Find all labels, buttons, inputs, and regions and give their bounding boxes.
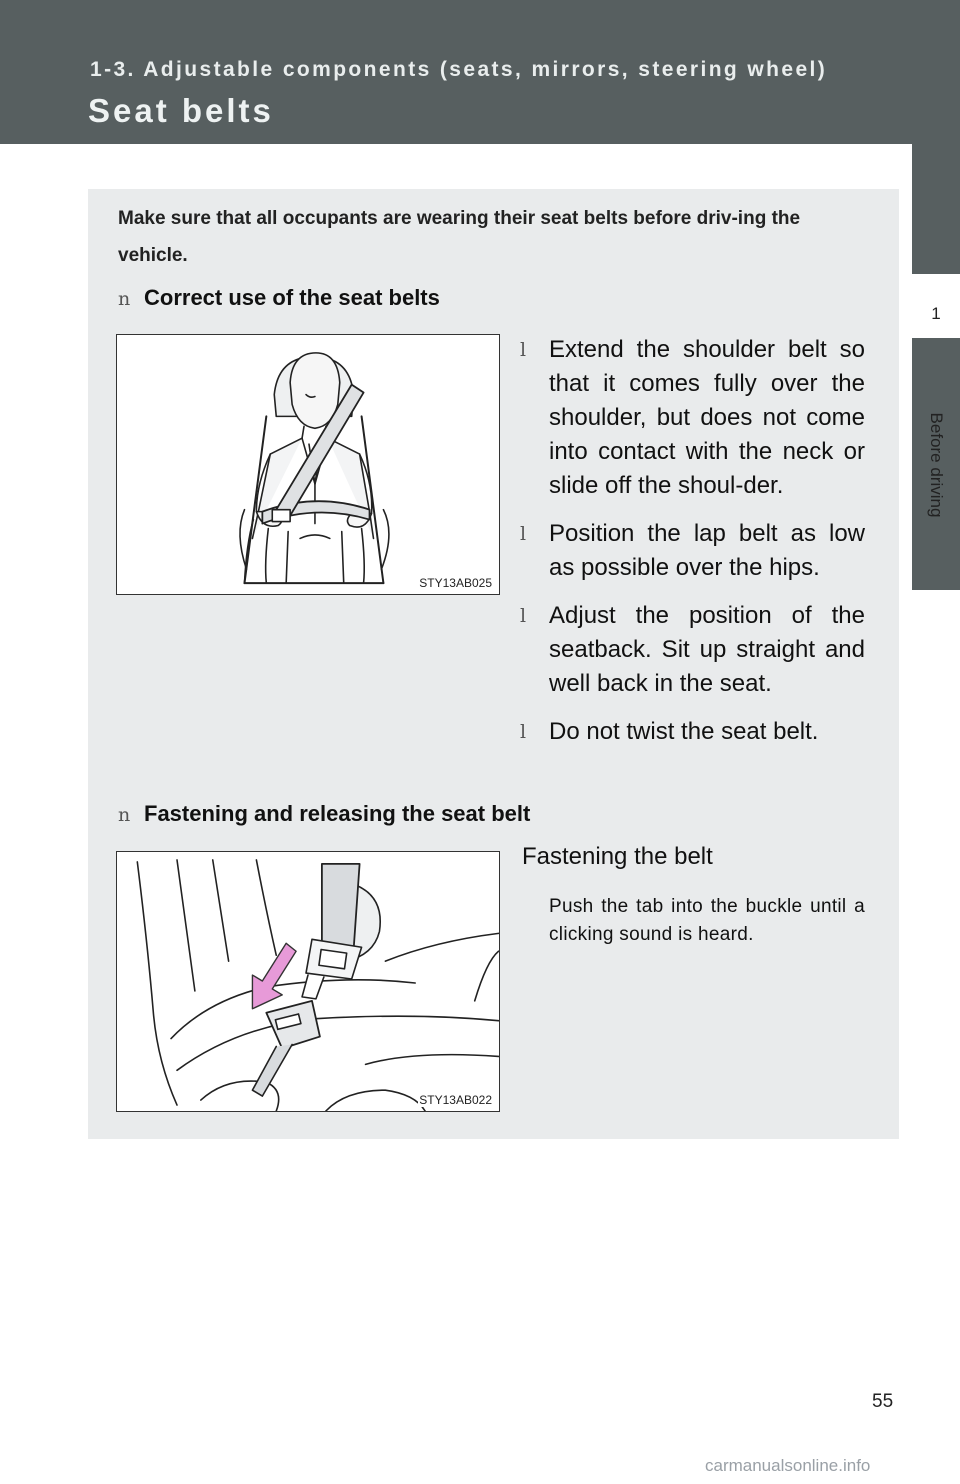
square-bullet-icon: n — [118, 804, 131, 826]
figure-seated-occupant — [116, 334, 500, 595]
section-heading-correct-use — [118, 285, 440, 311]
bullet-icon: l — [520, 721, 527, 743]
chapter-number: 1 — [931, 304, 941, 323]
seated-occupant-illustration — [117, 335, 499, 594]
step-title: Fastening the belt — [522, 843, 713, 870]
section-heading-text: Fastening and releasing the seat belt — [144, 801, 531, 826]
figure-code: STY13AB025 — [419, 576, 492, 590]
section-label: 1-3. Adjustable components (seats, mirrors, steering wheel) — [90, 58, 828, 81]
bullet-icon: l — [520, 605, 527, 627]
list-item: l Do not twist the seat belt. — [520, 715, 865, 749]
step-description: Push the tab into the buckle until a clicking sound is heard. — [549, 896, 865, 945]
list-item: l Adjust the position of the seatback. Sit up straight and well back in the seat. — [520, 599, 865, 701]
intro-text: Make sure that all occupants are wearing their seat belts before driv-ing the vehicle. — [118, 208, 801, 266]
section-heading-text: Correct use of the seat belts — [144, 285, 440, 310]
square-bullet-icon: n — [118, 288, 131, 310]
page-number: 55 — [872, 1391, 894, 1412]
side-tab-top — [912, 144, 960, 274]
list-item: l Extend the shoulder belt so that it comes fully over the shoulder, but does not come into contact with the neck or slide off the shoul-der. — [520, 333, 865, 503]
correct-use-list — [520, 333, 865, 763]
watermark: carmanualsonline.info — [705, 1456, 871, 1475]
figure-buckle — [116, 851, 500, 1112]
page-header — [0, 0, 960, 144]
list-item: l Position the lap belt as low as possible over the hips. — [520, 517, 865, 585]
figure-code: STY13AB022 — [419, 1093, 492, 1107]
bullet-icon: l — [520, 523, 527, 545]
buckle-illustration — [117, 852, 499, 1111]
page-title: Seat belts — [88, 92, 274, 129]
chapter-label: Before driving — [927, 412, 946, 518]
bullet-icon: l — [520, 339, 527, 361]
section-heading-fastening — [118, 801, 530, 827]
